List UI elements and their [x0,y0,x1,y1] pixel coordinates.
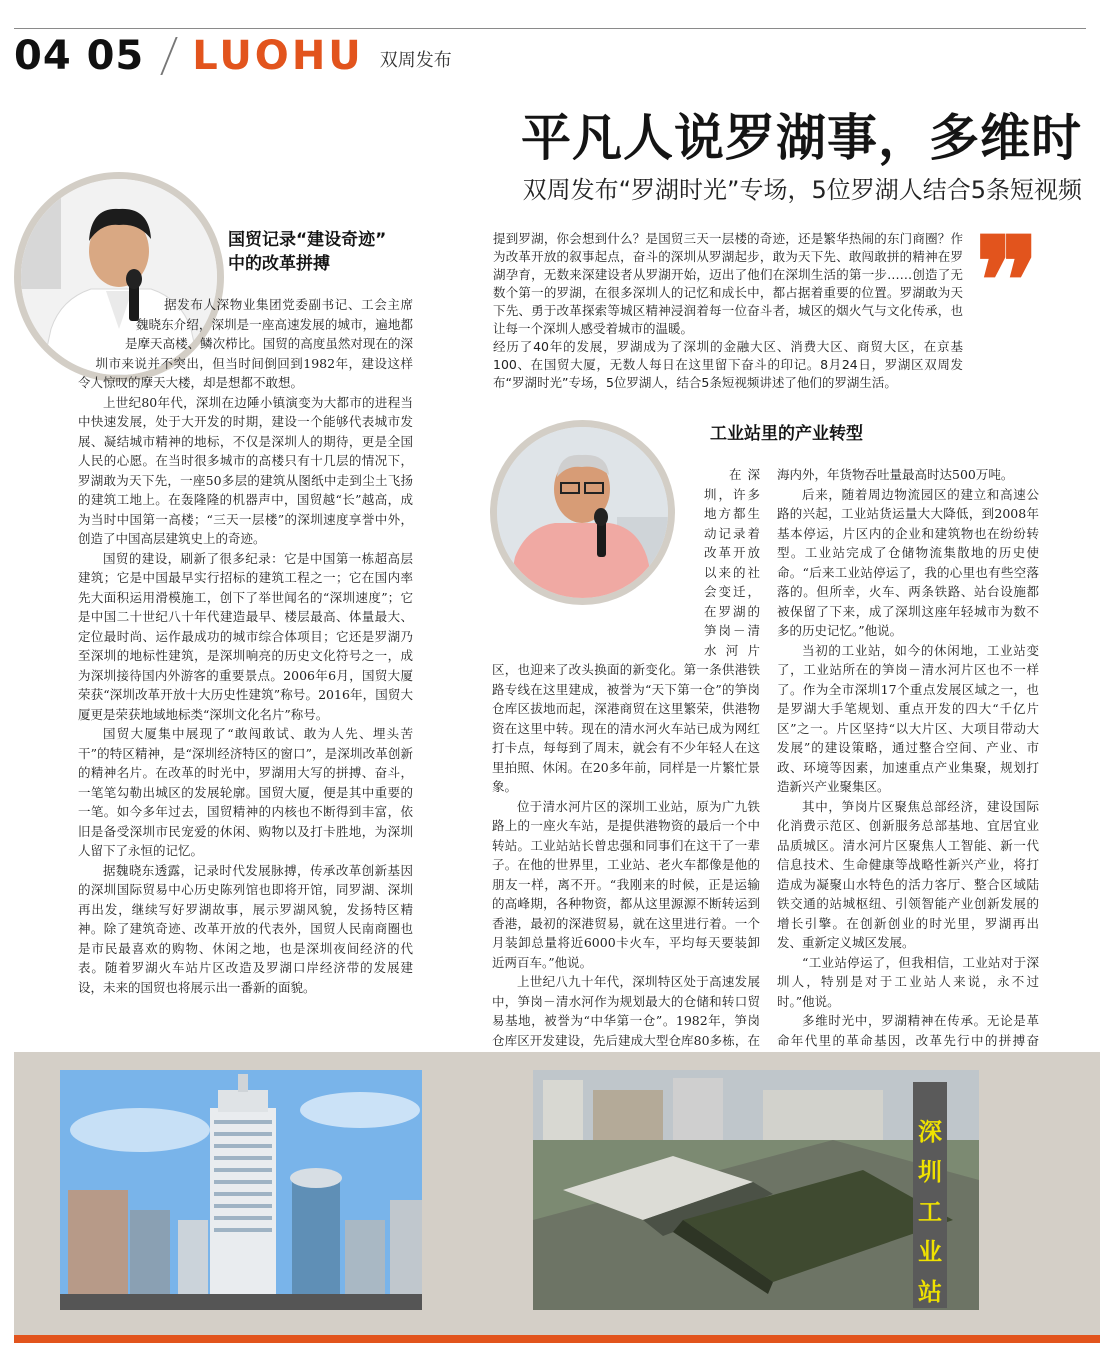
headline: 平凡人说罗湖事，多维时 [521,109,1082,167]
station-sign-char: 业 [918,1238,942,1266]
station-sign-char: 深 [918,1118,942,1146]
paragraph: “工业站停运了，但我相信，工业站对于深圳人，特别是对于工业站人来说，永不过时。”他说。 [777,954,1039,1009]
station-sign-char: 圳 [918,1158,942,1186]
quote-mark-icon: ❞ [975,211,1040,352]
guomao-tower-image [60,1070,422,1310]
article2-column-1 [492,465,760,1109]
article1-title-line1: 国贸记录“建设奇迹” [228,230,387,250]
paragraph: 后来，随着周边物流园区的建立和高速公路的兴起，工业站货运量大大降低，到2008年基本停运，片区内的企业和建筑物也在纷纷转型。工业站完成了仓储物流集散地的历史使命。“后来工业站停运了，我的心里也有些空落落的。但所幸，火车、两条铁路、站台设施都被保留了下来，成了深圳这座年轻城市为数不多的历史记忆。”他说。 [777,486,1039,638]
paragraph: 上世纪八九十年代，深圳特区处于高速发展中，笋岗－清水河作为规划最大的仓储和转口贸易基地，被誉为“中华第一仓”。1982年，笋岗仓库区开发建设，先后建成大型仓库80多栋，在 [492,974,760,1048]
paragraph: 多维时光中，罗湖精神在传承。无论是革命年代里的革命基因，改革先行中的拼搏奋 [777,1013,1039,1048]
station-sign-char: 工 [918,1198,942,1226]
page-numbers: 04 05 [14,33,145,79]
intro-paragraph: 提到罗湖，你会想到什么？是国贸三天一层楼的奇迹，还是繁华热闹的东门商圈？作为改革开放的叙事起点，奋斗的深圳从罗湖起步，敢为天下先、敢闯敢拼的精神在罗湖孕育，无数来深建设者从罗湖开始，迈出了他们在深圳生活的第一步……创造了无数个第一的罗湖，在很多深圳人的记忆和成长中，都占据着重要的位置。罗湖敢为天下先、勇于改革探索等城区精神浸润着每一位奋斗者，城区的烟火气与文化传承，也让每一个深圳人感受着城市的温暖。 [493,231,963,336]
masthead [14,32,452,80]
top-rule [14,28,1086,29]
article1-title-line2: 中的改革拼搏 [228,254,330,274]
photo-industrial-station [533,1070,979,1310]
station-sign-char: 站 [918,1278,942,1306]
section-brand: LUOHU [192,33,364,79]
paragraph: 据发布人深物业集团党委副书记、工会主席魏晓东介绍，深圳是一座高速发展的城市，遍地都是摩天高楼、鳞次栉比。国贸的高度虽然对现在的深圳市来说并不突出，但当时间倒回到1982年，建设这样令人惊叹的摩天大楼，却是想都不敢想。 [78,297,413,390]
paragraph: 其中，笋岗片区聚焦总部经济，建设国际化消费示范区、创新服务总部基地、宜居宜业品质城区。清水河片区聚焦人工智能、新一代信息技术、生命健康等战略性新兴产业，将打造成为凝聚山水特色的活力客厅、整合区域陆铁交通的站城枢纽、引领智能产业创新发展的增长引擎。在创新创业的时光里，罗湖再出发、重新定义城区发展。 [777,798,1039,950]
article2-title: 工业站里的产业转型 [710,424,863,444]
photo-guomao-tower [60,1070,422,1310]
paragraph: 在深圳，许多地方都生动记录着改革开放以来的社会变迁，在罗湖的笋岗－清水河片区，也迎来了改头换面的新变化。第一条供港铁路专线在这里建成，被誉为“天下第一仓”的笋岗仓库区拔地而起，深港商贸在这里繁荣，供港物资在这里中转。现在的清水河火车站已成为网红打卡点，每每到了周末，就会有不少年轻人在这里拍照、休闲。在20多年前，同样是一片繁忙景象。 [492,467,760,794]
paragraph: 位于清水河片区的深圳工业站，原为广九铁路上的一座火车站，是提供港物资的最后一个中转站。工业站站长曾忠强和同事们在这干了一辈子。在他的世界里，工业站、老火车都像是他的朋友一样，离不开。“我刚来的时候，正是运输的高峰期，各种物资，都从这里源源不断转运到香港，最初的深港贸易，就在这里进行着。一个月装卸总量将近6000卡火车，平均每天要装卸近两百车。”他说。 [492,798,760,970]
article1-body [78,295,413,997]
article2-column-2 [777,465,1039,1128]
paragraph: 国贸的建设，刷新了很多纪录：它是中国第一栋超高层建筑；它是中国最早实行招标的建筑工程之一；它在国内率先大面积运用滑模施工，创下了举世闻名的“深圳速度”；它是中国二十世纪八十年代建造最早、楼层最高、体量最大、定位最时尚、运作最成功的城市综合体项目；它还是罗湖乃至深圳的地标性建筑，是深圳响亮的历史文化符号之一，成为深圳接待国内外游客的重要景点。2006年6月，国贸大厦荣获“深圳改革开放十大历史性建筑”称号。2016年，国贸大厦更是荣获地域地标类“深圳文化名片”称号。 [78,550,413,722]
article1-title [228,228,408,276]
paragraph: 据魏晓东透露，记录时代发展脉搏，传承改革创新基因的深圳国际贸易中心历史陈列馆也即将开馆，同罗湖、深圳再出发，继续写好罗湖故事，展示罗湖风貌，发扬特区精神。除了建筑奇迹、改革开放的代表外，国贸人民南商圈也是市民最喜欢的购物、休闲之地，也是深圳夜间经济的代表。随着罗湖火车站片区改造及罗湖口岸经济带的发展建设，未来的国贸也将展示出一番新的面貌。 [78,862,413,995]
paragraph: 上世纪80年代，深圳在边陲小镇演变为大都市的进程当中快速发展，处于大开发的时期，建设一个能够代表城市发展、凝结城市精神的地标，不仅是深圳人的期待，更是全国人民的心愿。在当时很多城市的高楼只有十几层的情况下，罗湖敢为天下先，一座50多层的建筑从图纸中走到尘土飞扬的建筑工地上。在轰隆隆的机器声中，国贸越“长”越高，成为当时中国第一高楼；“三天一层楼”的深圳速度享誉中外，创造了中国高层建筑史上的奇迹。 [78,394,413,546]
paragraph: 海内外，年货物吞吐量最高时达500万吨。 [777,467,1014,482]
intro-paragraph: 经历了40年的发展，罗湖成为了深圳的金融大区、消费大区、商贸大区，在京基100、在国贸大厦，无数人每日在这里留下奋斗的印记。8月24日，罗湖区双周发布“罗湖时光”专场，5位罗湖人，结合5条短视频讲述了他们的罗湖生活。 [493,339,963,390]
slash-divider [161,37,178,75]
section-subtitle: 双周发布 [379,50,452,71]
paragraph: 当初的工业站，如今的休闲地，工业站变了，工业站所在的笋岗－清水河片区也不一样了。作为全市深圳17个重点发展区域之一，也是罗湖大手笔规划、重点开发的四大“千亿片区”之一。片区坚持“以大片区、大项目带动大发展”的建设策略，通过整合空间、产业、市政、环境等因素，加速重点产业集聚，规划打造新兴产业聚集区。 [777,642,1039,794]
paragraph: 国贸大厦集中展现了“敢闯敢试、敢为人先、埋头苦干”的特区精神，是“深圳经济特区的窗口”，是深圳改革创新的精神名片。在改革的时光中，罗湖用大写的拼搏、奋斗，一笔笔勾勒出城区的发展轮廓。国贸大厦，便是其中重要的一笔。如今多年过去，国贸精神的内核也不断得到丰富，依旧是备受深圳市民宠爱的休闲、购物以及打卡胜地，为深圳人留下了永恒的记忆。 [78,726,413,858]
footer-accent-bar [14,1335,1100,1343]
subheadline: 双周发布“罗湖时光”专场，5位罗湖人结合5条短视频 [522,176,1082,204]
industrial-station-image [533,1070,979,1310]
wrap-spacer [492,465,704,655]
intro-text [493,230,963,392]
